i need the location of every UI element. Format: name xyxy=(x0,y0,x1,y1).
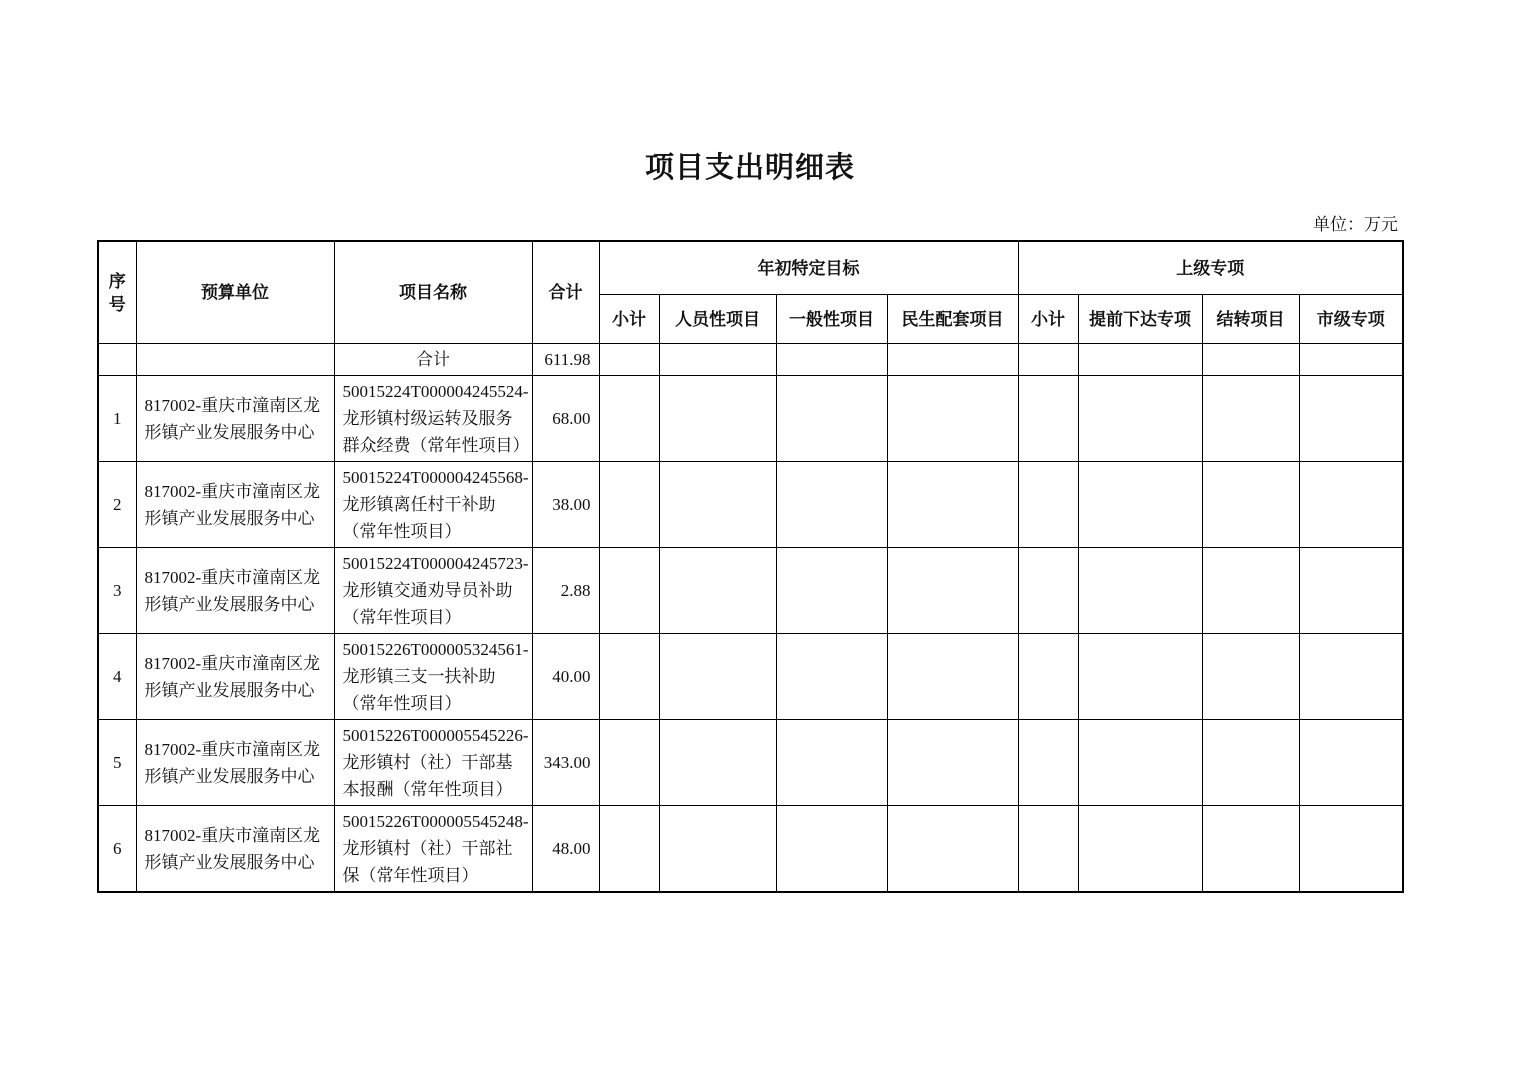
empty-cell xyxy=(1078,720,1202,806)
header-sup-subtotal: 小计 xyxy=(1018,295,1078,344)
row-project-name: 50015224T000004245568-龙形镇离任村干补助（常年性项目） xyxy=(334,462,532,548)
empty-cell xyxy=(1018,376,1078,462)
empty-cell xyxy=(1299,548,1403,634)
empty-cell xyxy=(887,462,1018,548)
empty-cell xyxy=(659,462,776,548)
empty-cell xyxy=(599,344,659,376)
row-budget-unit: 817002-重庆市潼南区龙形镇产业发展服务中心 xyxy=(136,720,334,806)
empty-cell xyxy=(887,548,1018,634)
row-project-name: 50015226T000005324561-龙形镇三支一扶补助（常年性项目） xyxy=(334,634,532,720)
unit-note: 单位：万元 xyxy=(1313,215,1398,234)
empty-cell xyxy=(1202,376,1299,462)
header-group-superior-special: 上级专项 xyxy=(1018,241,1403,295)
empty-cell xyxy=(1078,344,1202,376)
header-sup-advance-special: 提前下达专项 xyxy=(1078,295,1202,344)
empty-cell xyxy=(1202,462,1299,548)
expenditure-table xyxy=(97,240,1404,893)
empty-cell xyxy=(776,548,887,634)
total-row-amount: 611.98 xyxy=(532,344,599,376)
row-project-name: 50015224T000004245524-龙形镇村级运转及服务群众经费（常年性项目） xyxy=(334,376,532,462)
empty-cell xyxy=(887,806,1018,893)
row-project-name: 50015226T000005545248-龙形镇村（社）干部社保（常年性项目） xyxy=(334,806,532,893)
row-budget-unit: 817002-重庆市潼南区龙形镇产业发展服务中心 xyxy=(136,462,334,548)
empty-cell xyxy=(1202,720,1299,806)
header-project-name: 项目名称 xyxy=(334,241,532,344)
header-ys-subtotal: 小计 xyxy=(599,295,659,344)
header-row-groups xyxy=(98,241,1403,295)
empty-cell xyxy=(1018,548,1078,634)
empty-cell xyxy=(1078,548,1202,634)
empty-cell xyxy=(659,634,776,720)
row-seq: 2 xyxy=(98,462,136,548)
header-seq: 序号 xyxy=(98,241,136,344)
table-row xyxy=(98,806,1403,893)
empty-cell xyxy=(136,344,334,376)
empty-cell xyxy=(887,376,1018,462)
total-row xyxy=(98,344,1403,376)
row-total: 68.00 xyxy=(532,376,599,462)
header-ys-personnel-projects: 人员性项目 xyxy=(659,295,776,344)
header-sup-carryover-projects: 结转项目 xyxy=(1202,295,1299,344)
empty-cell xyxy=(659,720,776,806)
header-budget-unit: 预算单位 xyxy=(136,241,334,344)
empty-cell xyxy=(776,344,887,376)
empty-cell xyxy=(1299,462,1403,548)
empty-cell xyxy=(1018,634,1078,720)
empty-cell xyxy=(1078,376,1202,462)
row-project-name: 50015226T000005545226-龙形镇村（社）干部基本报酬（常年性项目） xyxy=(334,720,532,806)
row-budget-unit: 817002-重庆市潼南区龙形镇产业发展服务中心 xyxy=(136,634,334,720)
empty-cell xyxy=(776,806,887,893)
empty-cell xyxy=(659,806,776,893)
empty-cell xyxy=(1018,462,1078,548)
table-row xyxy=(98,634,1403,720)
row-project-name: 50015224T000004245723-龙形镇交通劝导员补助（常年性项目） xyxy=(334,548,532,634)
empty-cell xyxy=(1078,634,1202,720)
empty-cell xyxy=(1202,806,1299,893)
row-budget-unit: 817002-重庆市潼南区龙形镇产业发展服务中心 xyxy=(136,806,334,893)
empty-cell xyxy=(599,548,659,634)
header-ys-general-projects: 一般性项目 xyxy=(776,295,887,344)
empty-cell xyxy=(887,720,1018,806)
empty-cell xyxy=(599,376,659,462)
row-total: 48.00 xyxy=(532,806,599,893)
empty-cell xyxy=(1299,376,1403,462)
row-seq: 6 xyxy=(98,806,136,893)
empty-cell xyxy=(599,720,659,806)
table-row xyxy=(98,720,1403,806)
header-group-year-start-targets: 年初特定目标 xyxy=(599,241,1018,295)
page-title: 项目支出明细表 xyxy=(644,152,855,184)
row-seq: 5 xyxy=(98,720,136,806)
empty-cell xyxy=(1202,634,1299,720)
empty-cell xyxy=(1299,806,1403,893)
empty-cell xyxy=(1018,344,1078,376)
table-row xyxy=(98,548,1403,634)
row-seq: 4 xyxy=(98,634,136,720)
empty-cell xyxy=(1018,806,1078,893)
empty-cell xyxy=(776,376,887,462)
empty-cell xyxy=(1078,462,1202,548)
row-seq: 1 xyxy=(98,376,136,462)
empty-cell xyxy=(776,634,887,720)
header-sup-city-special: 市级专项 xyxy=(1299,295,1403,344)
row-total: 343.00 xyxy=(532,720,599,806)
row-total: 40.00 xyxy=(532,634,599,720)
empty-cell xyxy=(1078,806,1202,893)
table-row xyxy=(98,376,1403,462)
empty-cell xyxy=(98,344,136,376)
empty-cell xyxy=(599,634,659,720)
empty-cell xyxy=(776,462,887,548)
row-budget-unit: 817002-重庆市潼南区龙形镇产业发展服务中心 xyxy=(136,548,334,634)
empty-cell xyxy=(1202,548,1299,634)
empty-cell xyxy=(1299,634,1403,720)
row-budget-unit: 817002-重庆市潼南区龙形镇产业发展服务中心 xyxy=(136,376,334,462)
total-row-label: 合计 xyxy=(334,344,532,376)
row-total: 38.00 xyxy=(532,462,599,548)
table-row xyxy=(98,462,1403,548)
empty-cell xyxy=(1018,720,1078,806)
empty-cell xyxy=(1202,344,1299,376)
empty-cell xyxy=(659,548,776,634)
empty-cell xyxy=(1299,344,1403,376)
header-ys-livelihood-projects: 民生配套项目 xyxy=(887,295,1018,344)
empty-cell xyxy=(659,376,776,462)
empty-cell xyxy=(599,806,659,893)
empty-cell xyxy=(599,462,659,548)
empty-cell xyxy=(776,720,887,806)
row-seq: 3 xyxy=(98,548,136,634)
header-total: 合计 xyxy=(532,241,599,344)
empty-cell xyxy=(1299,720,1403,806)
empty-cell xyxy=(887,344,1018,376)
row-total: 2.88 xyxy=(532,548,599,634)
empty-cell xyxy=(659,344,776,376)
empty-cell xyxy=(887,634,1018,720)
